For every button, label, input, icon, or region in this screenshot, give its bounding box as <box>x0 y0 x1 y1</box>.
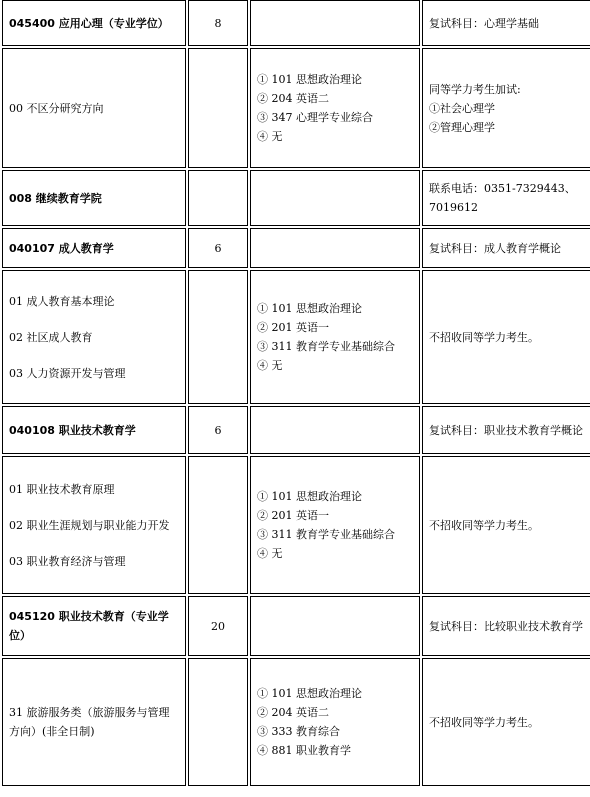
table-row <box>2 658 590 786</box>
remarks: 复试科目：心理学基础 <box>422 0 590 46</box>
exam-item: ③ 333 教育综合 <box>257 725 340 738</box>
direction-item: 31 旅游服务类（旅游服务与管理方向）(非全日制) <box>9 706 170 738</box>
exam-subjects <box>250 170 420 226</box>
direction-item: 03 职业教育经济与管理 <box>9 554 126 568</box>
exam-subjects <box>250 0 420 46</box>
exam-item: ② 204 英语二 <box>257 92 329 105</box>
research-direction <box>2 456 186 594</box>
research-direction <box>2 270 186 404</box>
exam-item: ② 204 英语二 <box>257 706 329 719</box>
exam-subjects <box>250 406 420 454</box>
remark-line: ①社会心理学 <box>429 101 495 115</box>
table-row <box>2 0 590 46</box>
exam-item: ④ 881 职业教育学 <box>257 744 351 757</box>
program-name: 040108 职业技术教育学 <box>2 406 186 454</box>
enrollment-count <box>188 658 248 786</box>
remark-line: ②管理心理学 <box>429 120 495 134</box>
enrollment-count: 8 <box>188 0 248 46</box>
remarks: 不招收同等学力考生。 <box>422 456 590 594</box>
exam-item: ① 101 思想政治理论 <box>257 302 362 315</box>
enrollment-count: 20 <box>188 596 248 656</box>
exam-subjects <box>250 228 420 268</box>
remarks <box>422 48 590 168</box>
exam-subjects <box>250 48 420 168</box>
direction-item: 01 职业技术教育原理 <box>9 482 115 496</box>
program-name: 045120 职业技术教育（专业学位） <box>2 596 186 656</box>
exam-item: ④ 无 <box>257 547 283 560</box>
remarks: 不招收同等学力考生。 <box>422 270 590 404</box>
direction-item: 02 职业生涯规划与职业能力开发 <box>9 518 170 532</box>
table-row <box>2 456 590 594</box>
research-direction <box>2 48 186 168</box>
exam-item: ① 101 思想政治理论 <box>257 490 362 503</box>
direction-item: 01 成人教育基本理论 <box>9 294 115 308</box>
table-row <box>2 596 590 656</box>
exam-subjects <box>250 596 420 656</box>
remarks: 复试科目：成人教育学概论 <box>422 228 590 268</box>
table-row <box>2 228 590 268</box>
remarks: 复试科目：职业技术教育学概论 <box>422 406 590 454</box>
research-direction <box>2 658 186 786</box>
enrollment-count <box>188 48 248 168</box>
direction-item: 00 不区分研究方向 <box>9 101 104 115</box>
remarks: 不招收同等学力考生。 <box>422 658 590 786</box>
exam-item: ④ 无 <box>257 130 283 143</box>
exam-subjects <box>250 658 420 786</box>
exam-item: ② 201 英语一 <box>257 509 329 522</box>
exam-item: ③ 311 教育学专业基础综合 <box>257 340 395 353</box>
enrollment-count: 6 <box>188 406 248 454</box>
exam-subjects <box>250 270 420 404</box>
enrollment-count <box>188 270 248 404</box>
table-row <box>2 170 590 226</box>
exam-item: ① 101 思想政治理论 <box>257 73 362 86</box>
table-row <box>2 48 590 168</box>
direction-item: 03 人力资源开发与管理 <box>9 366 126 380</box>
exam-item: ④ 无 <box>257 359 283 372</box>
exam-item: ③ 347 心理学专业综合 <box>257 111 373 124</box>
program-name: 040107 成人教育学 <box>2 228 186 268</box>
table-row <box>2 406 590 454</box>
exam-item: ③ 311 教育学专业基础综合 <box>257 528 395 541</box>
remarks: 复试科目：比较职业技术教育学 <box>422 596 590 656</box>
enrollment-count <box>188 456 248 594</box>
direction-item: 02 社区成人教育 <box>9 330 93 344</box>
exam-item: ② 201 英语一 <box>257 321 329 334</box>
contact-info: 联系电话：0351-7329443、7019612 <box>422 170 590 226</box>
table-row <box>2 270 590 404</box>
enrollment-count <box>188 170 248 226</box>
enrollment-count: 6 <box>188 228 248 268</box>
remark-line: 同等学力考生加试: <box>429 82 521 96</box>
college-name: 008 继续教育学院 <box>2 170 186 226</box>
program-name: 045400 应用心理（专业学位） <box>2 0 186 46</box>
exam-subjects <box>250 456 420 594</box>
exam-item: ① 101 思想政治理论 <box>257 687 362 700</box>
